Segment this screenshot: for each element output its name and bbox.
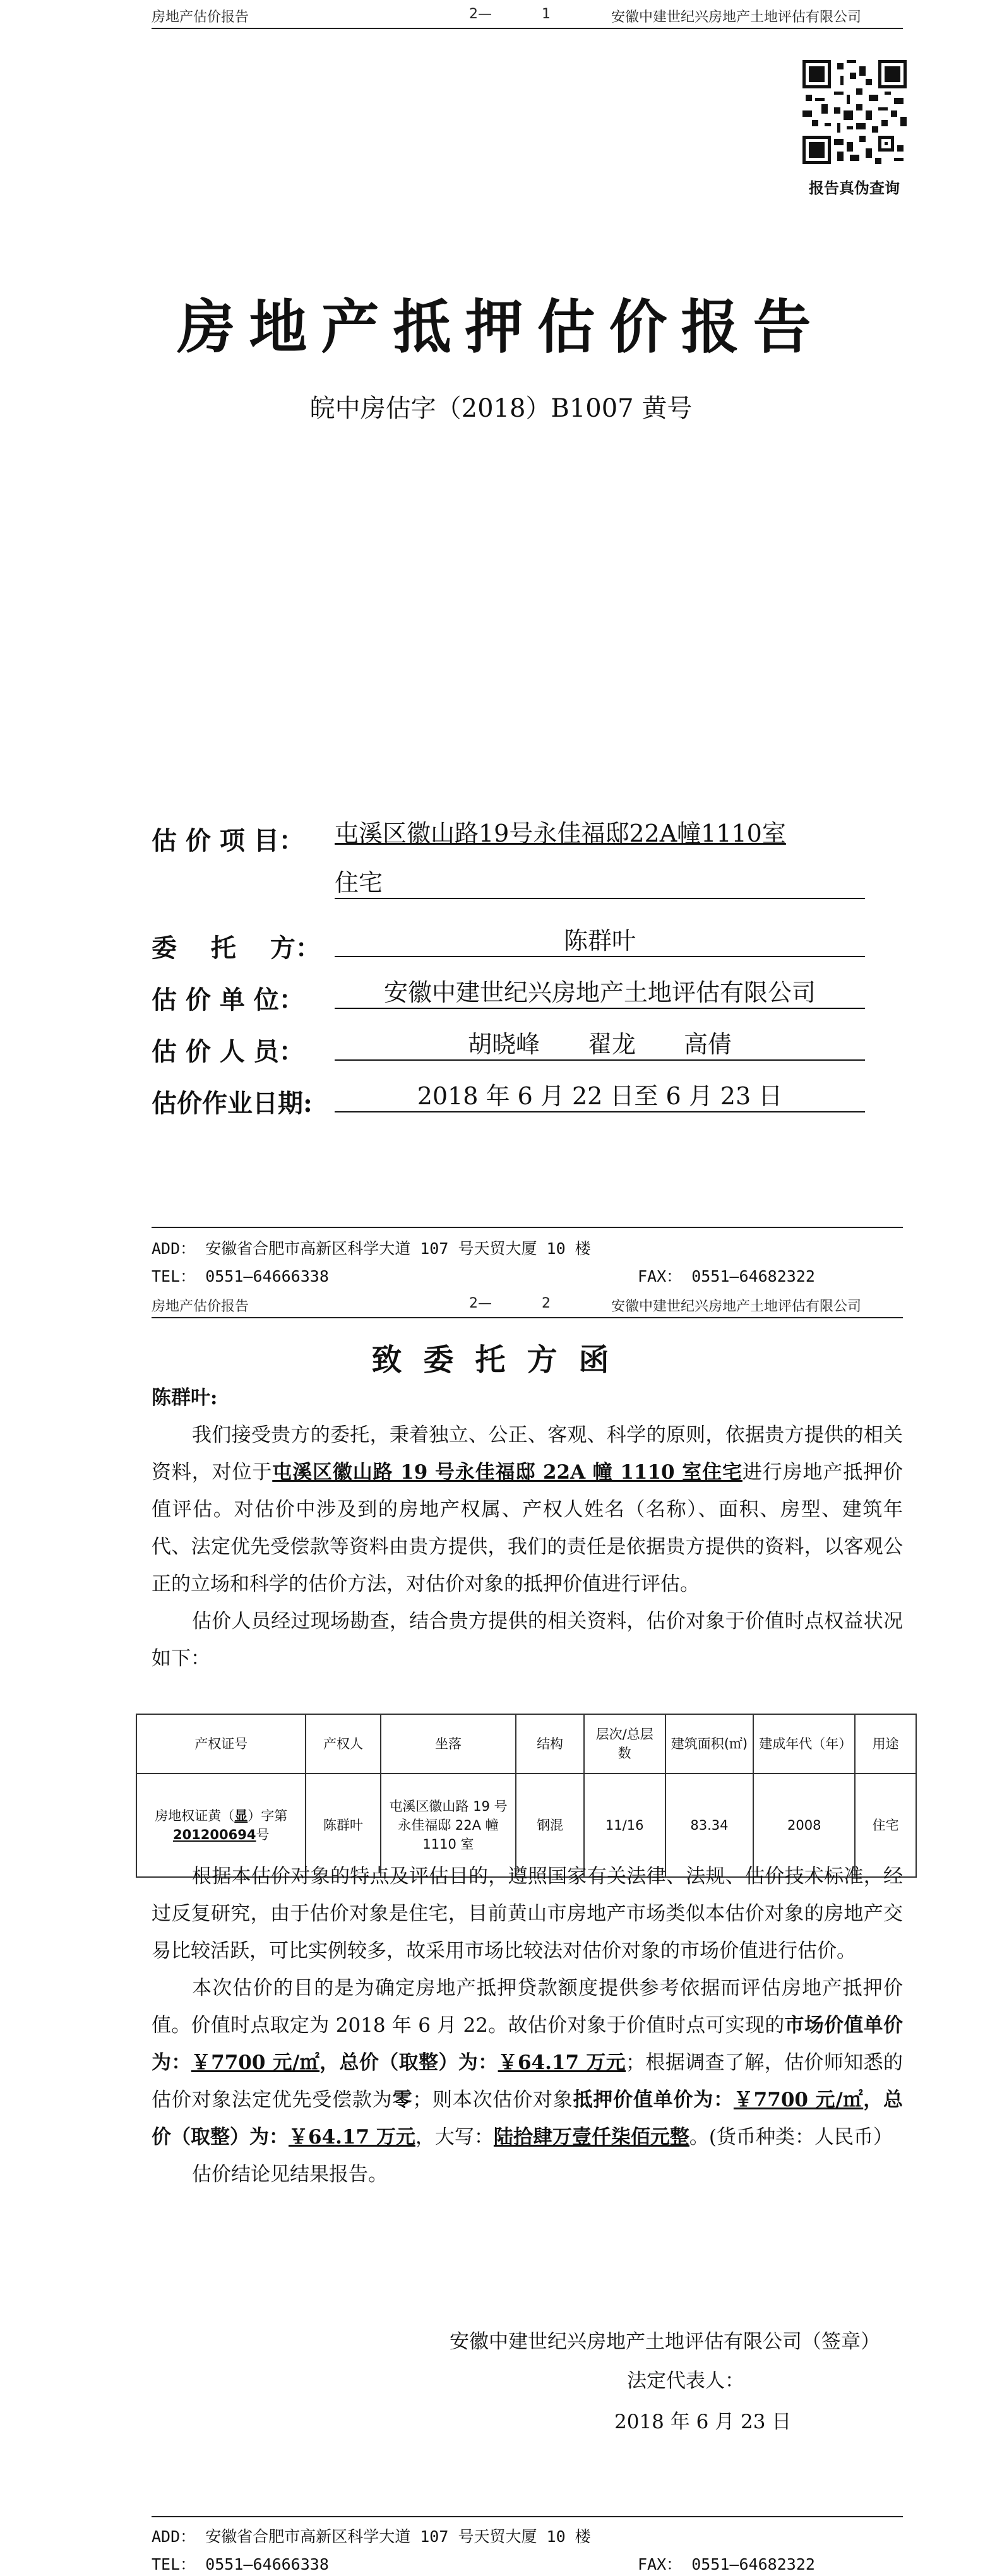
table-header-cell: 建成年代（年） (753, 1714, 855, 1774)
market-unit-price: ￥7700 元/㎡ (191, 2051, 320, 2074)
paragraph-5: 估价结论见结果报告。 (192, 2163, 388, 2186)
work-date-value: 2018 年 6 月 22 日至 6 月 23 日 (335, 1081, 865, 1112)
footer-tel: TEL： 0551—64666338 (152, 2555, 329, 2573)
location-cell: 屯溪区徽山路 19 号永佳福邸 22A 幢 1110 室 (381, 1774, 516, 1877)
footer-fax: FAX： 0551—64682322 (638, 2555, 815, 2573)
client-value: 陈群叶 (335, 926, 865, 957)
page-header-left: 房地产估价报告 (152, 1299, 249, 1315)
footer-address: ADD： 安徽省合肥市高新区科学大道 107 号天贸大厦 10 楼 (152, 2527, 591, 2546)
footer-divider (152, 1227, 903, 1228)
appraisers-label: 估 价 人 员： (152, 1037, 304, 1066)
paragraph-4-text-a: 本次估价的目的是为确定房地产抵押贷款额度提供参考依据而评估房地产抵押价值。价值时点取定为 2018 年 6 月 22。故估价对象于价值时点可实现的 (152, 1977, 903, 2037)
paragraph-4-text-q: 。(货币种类：人民币） (689, 2126, 893, 2149)
work-date-label: 估价作业日期: (152, 1088, 313, 1118)
punctuation: ， (319, 2051, 340, 2074)
usage-cell: 住宅 (855, 1774, 916, 1877)
paragraph-4-text-o: ，大写： (415, 2126, 494, 2149)
paragraph-3: 根据本估价对象的特点及评估目的，遵照国家有关法律、法规、估价技术标准，经过反复研究，由于估价对象是住宅，目前黄山市房地产市场类似本估价对象的房地产交易比较活跃，可比实例较多，故采用市场比较法对估价对象的市场价值进行估价。 (152, 1865, 903, 1962)
header-divider (152, 1317, 903, 1318)
header-divider (152, 28, 903, 29)
client-label: 委 托 方： (152, 933, 321, 963)
footer-fax: FAX： 0551—64682322 (638, 1267, 815, 1285)
qr-caption: 报告真伪查询 (809, 179, 900, 197)
paragraph-2: 估价人员经过现场勘查，结合贵方提供的相关资料，估价对象于价值时点权益状况如下： (152, 1610, 903, 1670)
floor-cell: 11/16 (584, 1774, 665, 1877)
page-header-right: 安徽中建世纪兴房地产土地评估有限公司 (611, 9, 862, 25)
paragraph-1-text-a: 我们接受贵方的委托，秉着独立、公正、客观、科学的原则，依据贵方提供的相关资料，对位于 (152, 1424, 903, 1484)
footer-address: ADD： 安徽省合肥市高新区科学大道 107 号天贸大厦 10 楼 (152, 1239, 591, 1258)
report-title: 房地产抵押估价报告 (177, 293, 825, 361)
table-header-cell: 产权人 (306, 1714, 380, 1774)
property-address: 屯溪区徽山路 19 号永佳福邸 22A 幢 1110 室住宅 (272, 1461, 743, 1484)
mortgage-total-price: ￥64.17 万元 (289, 2126, 415, 2149)
salutation: 陈群叶: (152, 1386, 218, 1409)
cert-suffix: 号 (256, 1827, 270, 1842)
owner-cell: 陈群叶 (306, 1774, 380, 1877)
mortgage-unit-price-label: 抵押价值单价为： (573, 2089, 734, 2111)
appraiser-unit-label: 估 价 单 位： (152, 985, 304, 1015)
letter-body-top (152, 1380, 903, 1678)
page-header-number-prefix: 2— (469, 6, 492, 22)
market-total-label: 总价（取整）为： (339, 2051, 498, 2074)
area-cell: 83.34 (665, 1774, 754, 1877)
paragraph-1 (152, 1417, 903, 1603)
project-value: 屯溪区徽山路19号永佳福邸22A幢1110室 (335, 820, 786, 847)
mortgage-total-label: 总价（取整）为： (152, 2089, 904, 2149)
table-header-cell: 产权证号 (136, 1714, 306, 1774)
signature-legal-rep: 法定代表人： (627, 2370, 744, 2392)
appraiser-unit-value: 安徽中建世纪兴房地产土地评估有限公司 (335, 977, 865, 1009)
letter-body-bottom (152, 1858, 903, 2193)
qr-code-icon[interactable] (802, 60, 907, 164)
project-label: 估 价 项 目： (152, 826, 304, 856)
cert-number: 201200694 (172, 1827, 256, 1842)
signature-date: 2018 年 6 月 23 日 (614, 2411, 792, 2433)
cert-prefix: 房地权证黄（ (155, 1808, 235, 1823)
footer-divider (152, 2516, 903, 2517)
table-header-cell: 结构 (516, 1714, 583, 1774)
project-value-line2: 住宅 (335, 868, 865, 899)
paragraph-4-text-i: ；则本次估价对象 (412, 2089, 573, 2111)
cert-mid: ）字第 (248, 1808, 288, 1823)
page-header-left: 房地产估价报告 (152, 9, 249, 25)
priority-payment-value: 零 (392, 2089, 413, 2111)
report-number: 皖中房估字（2018）B1007 黄号 (309, 394, 693, 423)
market-total-price: ￥64.17 万元 (498, 2051, 626, 2074)
amount-in-words: 陆拾肆万壹仟柒佰元整 (493, 2126, 689, 2149)
paragraph-4-text-g: ；根据调查了解，估价师知悉的估价对象法定优先受偿款为 (152, 2051, 904, 2111)
mortgage-unit-price: ￥7700 元/㎡ (733, 2089, 864, 2111)
paragraph-4 (152, 1970, 903, 2156)
page-header-right: 安徽中建世纪兴房地产土地评估有限公司 (611, 1299, 862, 1315)
appraisers-value: 胡晓峰 翟龙 高倩 (335, 1029, 865, 1061)
property-info-table (136, 1714, 917, 1878)
table-header-cell: 建筑面积(㎡) (665, 1714, 754, 1774)
table-header-cell: 用途 (855, 1714, 916, 1774)
year-cell: 2008 (753, 1774, 855, 1877)
letter-title: 致委托方函 (371, 1342, 631, 1378)
footer-tel: TEL： 0551—64666338 (152, 1267, 329, 1285)
paragraph-1-text-c: 进行房地产抵押价值评估。对估价中涉及到的房地产权属、产权人姓名（名称）、面积、房型、建筑年代、法定优先受偿款等资料由贵方提供，我们的责任是依据贵方提供的资料，以客观公正的立场和科学的估价方法，对估价对象的抵押价值进行评估。 (152, 1461, 904, 1595)
structure-cell: 钢混 (516, 1774, 583, 1877)
signature-company: 安徽中建世纪兴房地产土地评估有限公司（签章） (450, 2330, 880, 2353)
page-header-number: 1 (542, 6, 551, 22)
table-header-row (136, 1714, 916, 1774)
market-unit-price-label: 市场价值单价为： (152, 2014, 903, 2074)
table-header-cell: 层次/总层数 (584, 1714, 665, 1774)
cert-district: 显 (234, 1808, 248, 1823)
punctuation: ， (863, 2089, 884, 2111)
page-header-number-prefix: 2— (469, 1296, 492, 1311)
table-header-cell: 坐落 (381, 1714, 516, 1774)
page-header-number: 2 (542, 1296, 551, 1311)
